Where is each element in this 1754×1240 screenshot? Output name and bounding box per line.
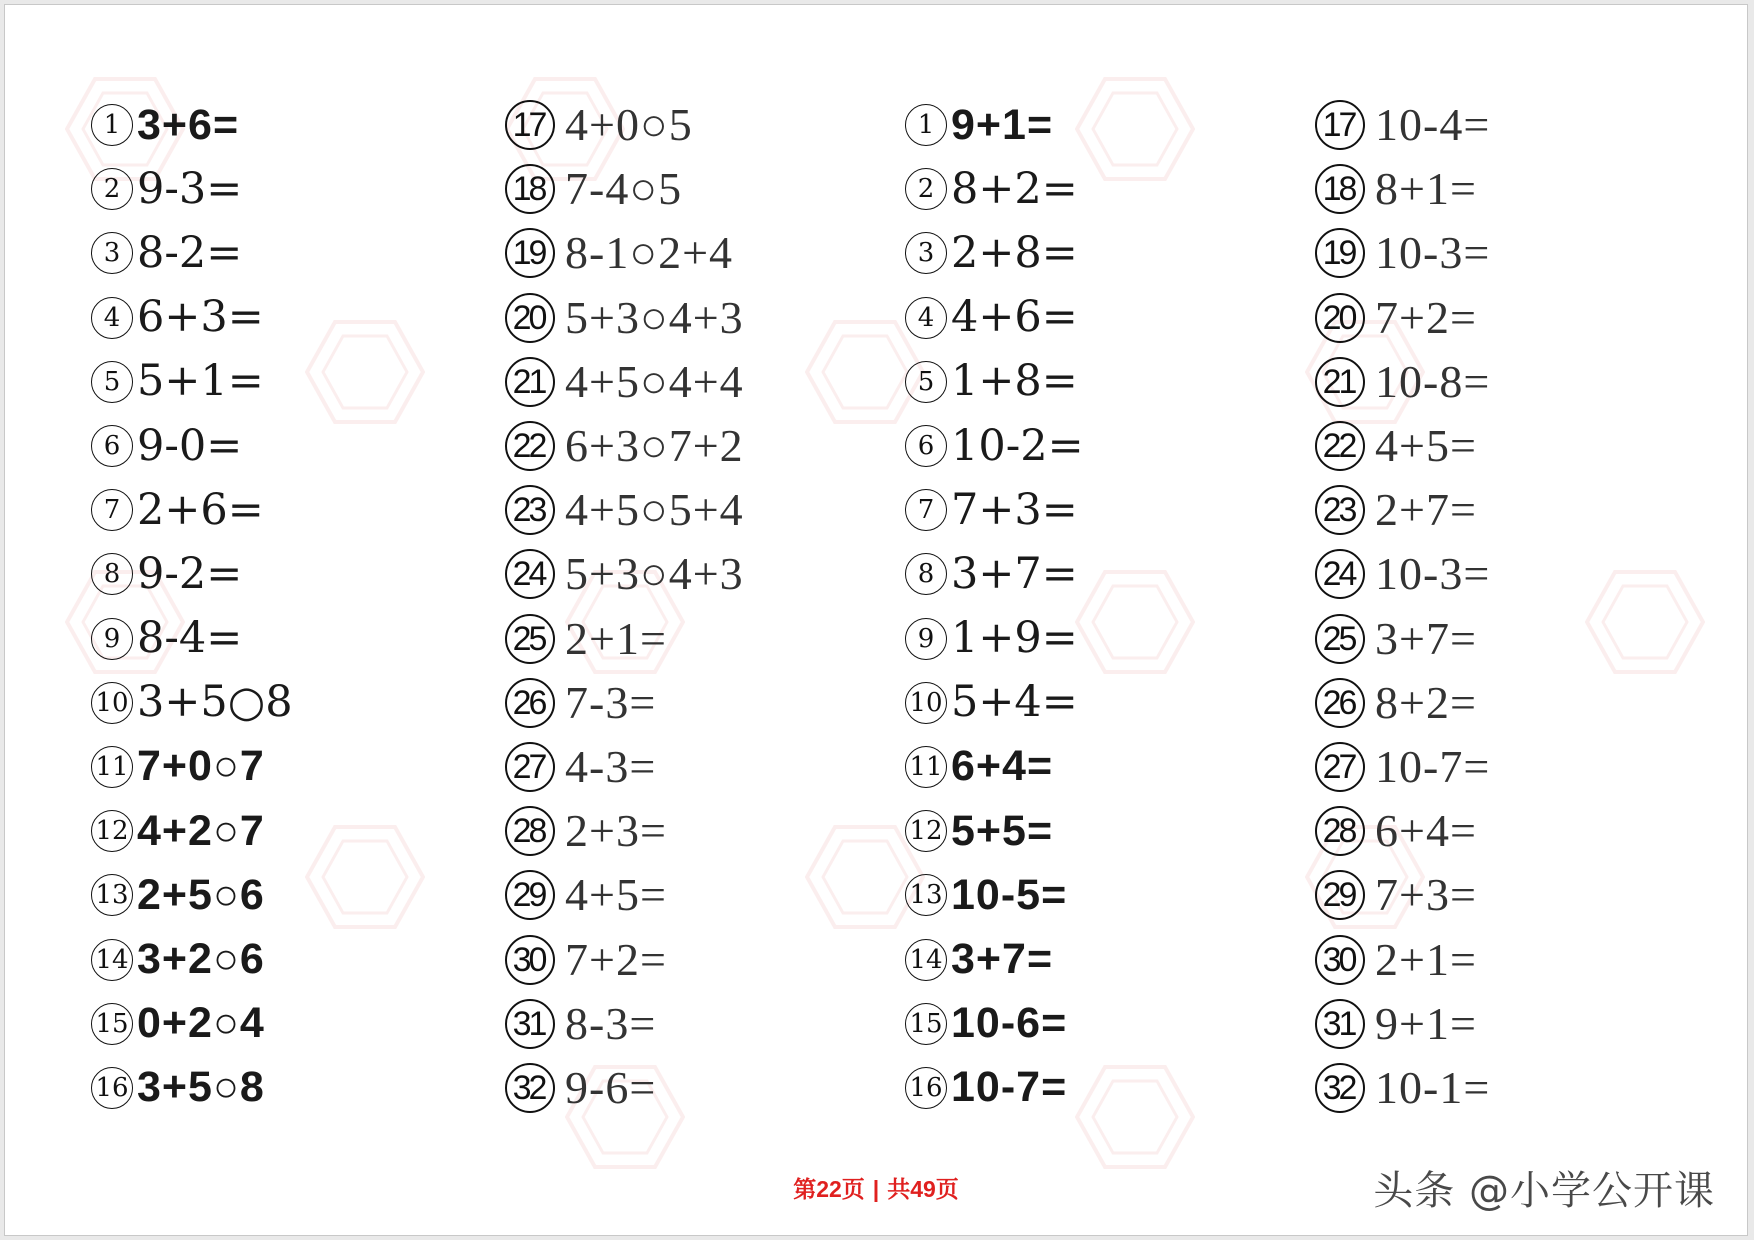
problem-row [91, 671, 293, 735]
problem-number-badge: 17 [1315, 100, 1365, 150]
problem-number-badge: 3 [905, 232, 947, 274]
problem-number-badge: 26 [505, 678, 555, 728]
problem-row [905, 93, 1084, 157]
problem-number-badge: 27 [505, 742, 555, 792]
problem-equation: 2+1= [1375, 933, 1477, 985]
problem-number-badge: 7 [91, 489, 133, 531]
problem-equation: 3+5○8 [137, 677, 293, 728]
problem-equation: 3+2○6 [137, 935, 265, 984]
problem-equation: 7-3= [565, 676, 657, 728]
problem-equation: 2+7= [1375, 484, 1477, 536]
problem-row [905, 607, 1084, 671]
problem-row [91, 542, 293, 606]
worksheet-page [4, 4, 1748, 1236]
problem-number-badge: 25 [1315, 614, 1365, 664]
watermark-logo-icon [1075, 570, 1195, 674]
problem-row [1315, 992, 1490, 1056]
problem-equation: 7+3= [951, 484, 1078, 535]
problem-equation: 3+7= [1375, 612, 1477, 664]
problem-equation: 2+5○6 [137, 870, 265, 919]
problem-equation: 8-4= [137, 613, 243, 664]
problem-row [505, 863, 744, 927]
problem-number-badge: 28 [505, 806, 555, 856]
problem-number-badge: 8 [91, 553, 133, 595]
problem-equation: 10-6= [951, 999, 1068, 1048]
problem-number-badge: 2 [905, 168, 947, 210]
problem-row [1315, 542, 1490, 606]
problem-row [905, 863, 1084, 927]
problem-number-badge: 27 [1315, 742, 1365, 792]
problem-column-b [505, 93, 744, 1120]
problem-equation: 4+5= [1375, 420, 1477, 472]
problem-equation: 2+6= [137, 484, 264, 535]
watermark-logo-icon [1585, 570, 1705, 674]
problem-row [91, 350, 293, 414]
problem-equation: 10-5= [951, 870, 1068, 919]
watermark-logo-icon [305, 825, 425, 929]
problem-number-badge: 24 [1315, 549, 1365, 599]
problem-number-badge: 6 [91, 425, 133, 467]
problem-row [1315, 735, 1490, 799]
problem-number-badge: 5 [91, 361, 133, 403]
problem-equation: 4+5○4+4 [565, 355, 744, 407]
problem-number-badge: 29 [1315, 870, 1365, 920]
problem-row [1315, 927, 1490, 991]
problem-row [91, 286, 293, 350]
problem-column-c [905, 93, 1084, 1120]
problem-row [1315, 671, 1490, 735]
problem-row [505, 735, 744, 799]
problem-equation: 9+1= [1375, 997, 1477, 1049]
problem-number-badge: 6 [905, 425, 947, 467]
problem-equation: 5+3○4+3 [565, 291, 744, 343]
problem-equation: 10-7= [1375, 740, 1491, 792]
problem-number-badge: 26 [1315, 678, 1365, 728]
problem-row [91, 414, 293, 478]
problem-row [505, 221, 744, 285]
problem-equation: 1+9= [951, 613, 1078, 664]
problem-equation: 4+6= [951, 292, 1078, 343]
problem-row [505, 927, 744, 991]
problem-number-badge: 19 [1315, 228, 1365, 278]
problem-number-badge: 1 [905, 104, 947, 146]
problem-row [505, 671, 744, 735]
problem-number-badge: 12 [905, 810, 947, 852]
problem-number-badge: 20 [505, 293, 555, 343]
problem-row [505, 799, 744, 863]
problem-equation: 7+0○7 [137, 742, 265, 791]
problem-equation: 8-1○2+4 [565, 227, 734, 279]
problem-row [1315, 414, 1490, 478]
problem-number-badge: 29 [505, 870, 555, 920]
problem-equation: 8+2= [1375, 676, 1477, 728]
problem-number-badge: 13 [905, 874, 947, 916]
problem-row [91, 478, 293, 542]
problem-equation: 2+8= [951, 227, 1078, 278]
problem-equation: 3+7= [951, 548, 1078, 599]
problem-equation: 10-4= [1375, 99, 1491, 151]
problem-number-badge: 30 [505, 935, 555, 985]
problem-equation: 6+3= [137, 292, 264, 343]
problem-row [505, 286, 744, 350]
problem-equation: 4+5○5+4 [565, 484, 744, 536]
problem-equation: 6+3○7+2 [565, 420, 744, 472]
problem-equation: 2+1= [565, 612, 667, 664]
problem-equation: 4-3= [565, 740, 657, 792]
problem-equation: 1+8= [951, 356, 1078, 407]
problem-row [1315, 350, 1490, 414]
problem-equation: 8+1= [1375, 163, 1477, 215]
problem-equation: 7+3= [1375, 869, 1477, 921]
problem-row [905, 799, 1084, 863]
problem-number-badge: 24 [505, 549, 555, 599]
problem-equation: 5+5= [951, 806, 1054, 855]
problem-row [905, 671, 1084, 735]
problem-number-badge: 17 [505, 100, 555, 150]
problem-number-badge: 20 [1315, 293, 1365, 343]
problem-number-badge: 31 [505, 999, 555, 1049]
problem-equation: 6+4= [1375, 805, 1477, 857]
problem-number-badge: 14 [905, 939, 947, 981]
problem-number-badge: 15 [91, 1003, 133, 1045]
problem-equation: 8-3= [565, 997, 657, 1049]
problem-equation: 10-2= [951, 420, 1084, 471]
problem-equation: 5+3○4+3 [565, 548, 744, 600]
problem-row [505, 1056, 744, 1120]
problem-row [1315, 221, 1490, 285]
problem-row [905, 542, 1084, 606]
problem-number-badge: 11 [91, 746, 133, 788]
problem-number-badge: 22 [1315, 421, 1365, 471]
problem-number-badge: 16 [905, 1067, 947, 1109]
problem-equation: 10-7= [951, 1063, 1068, 1112]
source-watermark: 头条 @小学公开课 [1373, 1168, 1715, 1214]
problem-row [91, 992, 293, 1056]
problem-equation: 7+2= [565, 933, 667, 985]
problem-equation: 10-8= [1375, 355, 1491, 407]
problem-equation: 5+1= [137, 356, 264, 407]
problem-row [905, 414, 1084, 478]
page-separator: | [872, 1176, 880, 1202]
problem-number-badge: 1 [91, 104, 133, 146]
problem-equation: 4+0○5 [565, 99, 693, 151]
problem-number-badge: 18 [1315, 164, 1365, 214]
problem-number-badge: 18 [505, 164, 555, 214]
problem-equation: 5+4= [951, 677, 1078, 728]
problem-number-badge: 13 [91, 874, 133, 916]
problem-equation: 4+2○7 [137, 806, 265, 855]
problem-equation: 8-2= [137, 227, 243, 278]
problem-row [505, 542, 744, 606]
problem-row [505, 478, 744, 542]
watermark-logo-icon [1075, 77, 1195, 181]
problem-column-a [91, 93, 293, 1120]
problem-row [505, 992, 744, 1056]
problem-row [905, 927, 1084, 991]
problem-row [505, 157, 744, 221]
problem-number-badge: 12 [91, 810, 133, 852]
problem-row [91, 863, 293, 927]
problem-number-badge: 11 [905, 746, 947, 788]
problem-row [91, 221, 293, 285]
problem-equation: 10-1= [1375, 1061, 1491, 1113]
problem-row [505, 93, 744, 157]
problem-row [91, 607, 293, 671]
problem-row [91, 735, 293, 799]
problem-number-badge: 10 [91, 682, 133, 724]
problem-equation: 10-3= [1375, 227, 1491, 279]
problem-row [91, 1056, 293, 1120]
problem-number-badge: 3 [91, 232, 133, 274]
problem-equation: 7+2= [1375, 291, 1477, 343]
problem-row [505, 607, 744, 671]
problem-number-badge: 22 [505, 421, 555, 471]
problem-number-badge: 21 [1315, 357, 1365, 407]
problem-number-badge: 32 [1315, 1063, 1365, 1113]
problem-number-badge: 7 [905, 489, 947, 531]
problem-number-badge: 10 [905, 682, 947, 724]
problem-row [1315, 863, 1490, 927]
problem-row [905, 992, 1084, 1056]
problem-row [905, 350, 1084, 414]
problem-row [1315, 93, 1490, 157]
problem-equation: 0+2○4 [137, 999, 265, 1048]
problem-number-badge: 30 [1315, 935, 1365, 985]
problem-number-badge: 9 [905, 618, 947, 660]
watermark-logo-icon [305, 320, 425, 424]
problem-equation: 7-4○5 [565, 163, 683, 215]
problem-equation: 9-6= [565, 1061, 657, 1113]
problem-number-badge: 9 [91, 618, 133, 660]
problem-row [91, 799, 293, 863]
problem-equation: 4+5= [565, 869, 667, 921]
problem-number-badge: 21 [505, 357, 555, 407]
problem-equation: 9-3= [137, 163, 243, 214]
problem-equation: 9+1= [951, 100, 1054, 149]
problem-row [905, 221, 1084, 285]
problem-row [905, 1056, 1084, 1120]
problem-row [905, 735, 1084, 799]
problem-row [1315, 607, 1490, 671]
problem-number-badge: 25 [505, 614, 555, 664]
problem-number-badge: 15 [905, 1003, 947, 1045]
problem-number-badge: 5 [905, 361, 947, 403]
problem-number-badge: 4 [905, 297, 947, 339]
problem-number-badge: 31 [1315, 999, 1365, 1049]
problem-number-badge: 23 [1315, 485, 1365, 535]
problem-number-badge: 14 [91, 939, 133, 981]
problem-equation: 10-3= [1375, 548, 1491, 600]
problem-equation: 3+6= [137, 100, 240, 149]
problem-number-badge: 23 [505, 485, 555, 535]
problem-equation: 3+7= [951, 935, 1054, 984]
problem-row [1315, 157, 1490, 221]
problem-column-d [1315, 93, 1490, 1120]
problem-row [505, 350, 744, 414]
problem-equation: 3+5○8 [137, 1063, 265, 1112]
total-pages-label: 共49页 [887, 1176, 959, 1202]
problem-number-badge: 2 [91, 168, 133, 210]
problem-equation: 8+2= [951, 163, 1078, 214]
current-page-label: 第22页 [793, 1176, 865, 1202]
problem-number-badge: 19 [505, 228, 555, 278]
problem-number-badge: 28 [1315, 806, 1365, 856]
problem-row [905, 478, 1084, 542]
problem-row [91, 927, 293, 991]
problem-row [1315, 799, 1490, 863]
problem-number-badge: 32 [505, 1063, 555, 1113]
problem-number-badge: 16 [91, 1067, 133, 1109]
problem-row [905, 286, 1084, 350]
problem-row [91, 157, 293, 221]
problem-number-badge: 4 [91, 297, 133, 339]
problem-equation: 6+4= [951, 742, 1054, 791]
problem-equation: 9-2= [137, 548, 243, 599]
problem-equation: 9-0= [137, 420, 243, 471]
problem-row [505, 414, 744, 478]
problem-row [905, 157, 1084, 221]
problem-row [1315, 1056, 1490, 1120]
problem-row [1315, 478, 1490, 542]
problem-equation: 2+3= [565, 805, 667, 857]
problem-row [1315, 286, 1490, 350]
problem-row [91, 93, 293, 157]
watermark-logo-icon [1075, 1065, 1195, 1169]
problem-number-badge: 8 [905, 553, 947, 595]
